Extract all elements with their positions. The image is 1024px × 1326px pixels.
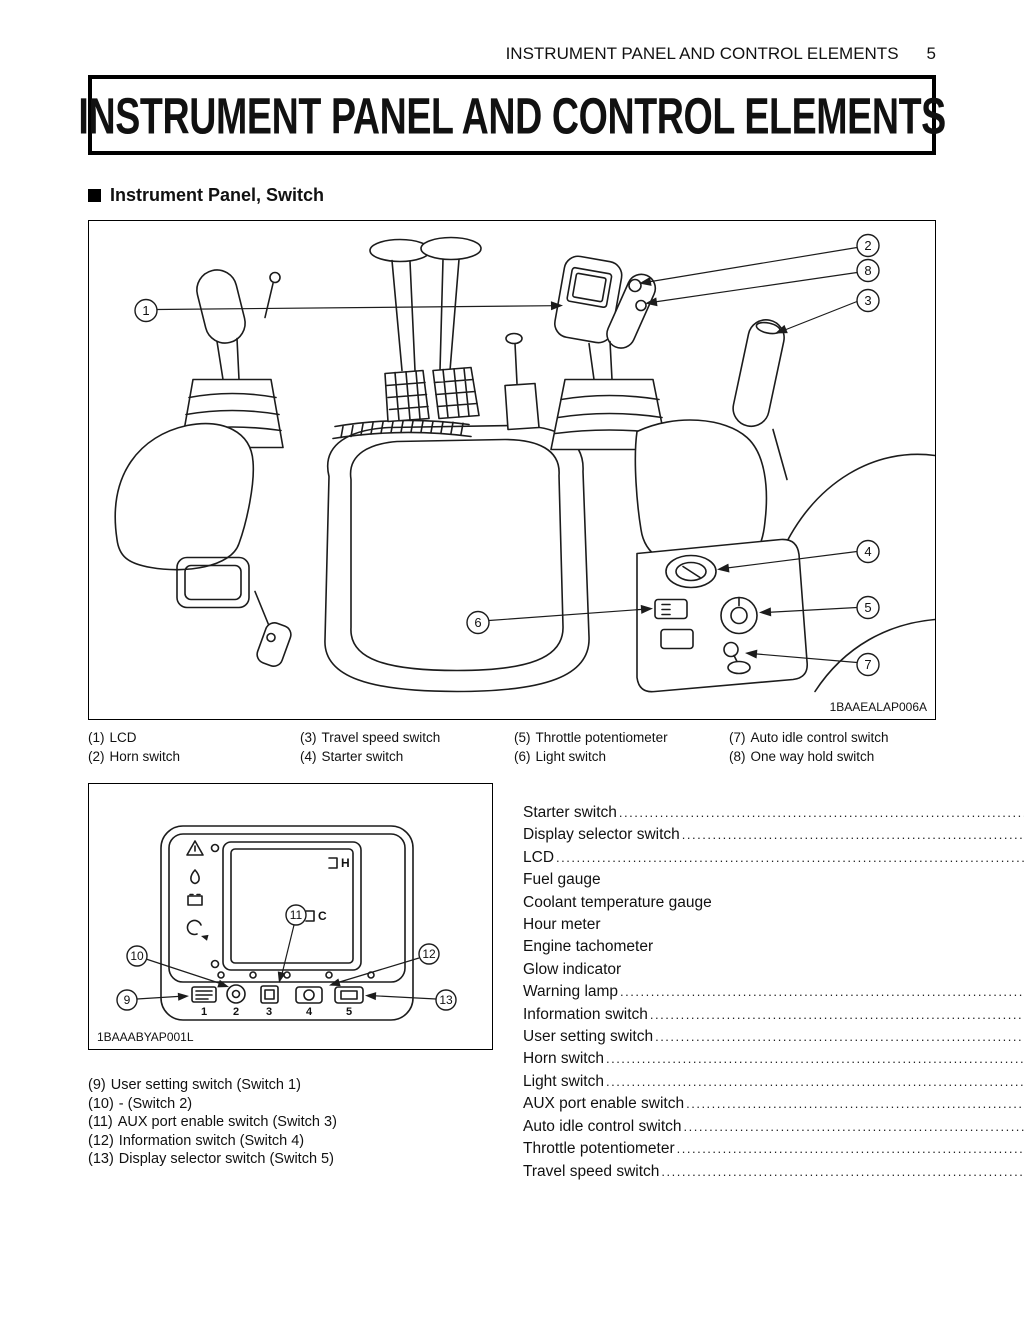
- dot-leader: [655, 1026, 1024, 1048]
- right-console: [637, 539, 807, 691]
- ref-row: [523, 892, 1024, 914]
- legend-label: LCD: [109, 730, 137, 745]
- legend-label: Starter switch: [321, 748, 404, 764]
- light-switch-drawing: [655, 600, 687, 619]
- ref-row: [523, 1004, 1024, 1026]
- legend-column: [514, 729, 729, 766]
- legend-item: [729, 748, 936, 767]
- callout-2-number: 2: [864, 238, 872, 253]
- legend-label: Throttle potentiometer: [535, 730, 668, 745]
- dot-leader: [606, 1048, 1024, 1070]
- legend-column: [88, 729, 300, 766]
- legend-label: Display selector switch (Switch 5): [118, 1151, 334, 1167]
- ref-row: [523, 1138, 1024, 1160]
- figure2-drawing: [89, 784, 492, 1049]
- legend-item: [514, 729, 729, 748]
- legend-label: Travel speed switch: [321, 730, 441, 745]
- legend-number: (5): [514, 730, 531, 745]
- legend-column: [300, 729, 514, 766]
- dot-leader: [556, 847, 1024, 869]
- page-number: 5: [926, 44, 936, 63]
- ref-label: AUX port enable switch: [523, 1095, 685, 1113]
- legend-number: (11): [88, 1114, 113, 1130]
- dot-leader: [661, 1161, 1024, 1183]
- ref-row: [523, 914, 1024, 936]
- switch-row: [192, 985, 363, 1003]
- callout-6-number: 6: [474, 615, 482, 630]
- legend-item: [729, 729, 936, 748]
- switch-3-drawing: [261, 986, 278, 1003]
- control-levers: [370, 238, 481, 371]
- ref-row: [523, 1093, 1024, 1115]
- ref-row: [523, 869, 1024, 891]
- seat-belt-buckle: [255, 592, 294, 669]
- dot-leader: [682, 824, 1024, 846]
- ref-label: Glow indicator: [523, 960, 622, 978]
- ref-label: Information switch: [523, 1005, 648, 1023]
- switch-numbers: [201, 1006, 352, 1018]
- dot-leader: [619, 802, 1024, 824]
- figure1-code: 1BAAEALAP006A: [829, 700, 927, 714]
- ref-label: Light switch: [523, 1072, 604, 1090]
- vent-grille: [333, 420, 471, 438]
- left-armrest: [115, 424, 253, 570]
- ref-row: [523, 1026, 1024, 1048]
- indicator-icons: [187, 841, 209, 941]
- console-body: [325, 426, 589, 692]
- callout-4-number: 4: [864, 544, 872, 559]
- ref-label: LCD: [523, 848, 555, 866]
- figure1: [88, 220, 936, 720]
- figure2-legend: [88, 1076, 493, 1169]
- ref-label: Engine tachometer: [523, 938, 654, 956]
- callout-1-number: 1: [142, 303, 150, 318]
- ref-label: Fuel gauge: [523, 871, 601, 889]
- running-header-title: INSTRUMENT PANEL AND CONTROL ELEMENTS: [505, 44, 899, 63]
- legend-label: Information switch (Switch 4): [118, 1132, 305, 1149]
- ref-row: [523, 1116, 1024, 1138]
- ref-label: Throttle potentiometer: [523, 1140, 675, 1158]
- callout-11-number: 11: [289, 908, 303, 922]
- lower-section: [88, 783, 936, 1183]
- switch-2-drawing: [227, 985, 245, 1003]
- title-box: [78, 75, 946, 155]
- section-square-icon: [88, 189, 101, 202]
- gauge-letters: [318, 856, 350, 923]
- dot-leader: [620, 981, 1024, 1003]
- legend-item: [88, 1076, 493, 1095]
- legend-label: Light switch: [535, 748, 607, 764]
- gauge-letter-hot: H: [341, 856, 350, 870]
- callout-8-number: 8: [864, 263, 872, 278]
- ref-label: Warning lamp: [523, 983, 619, 1001]
- warning-triangle-icon: [187, 841, 203, 855]
- callout-13-number: 13: [439, 993, 453, 1007]
- legend-item: [88, 1113, 493, 1132]
- legend-item: [88, 748, 300, 767]
- callout-10-number: 10: [130, 949, 144, 963]
- left-joystick: [181, 266, 283, 448]
- switch-number-4: 4: [305, 1006, 313, 1018]
- legend-number: (3): [300, 730, 317, 745]
- dot-leader: [650, 1004, 1024, 1026]
- dot-leader: [686, 1093, 1024, 1115]
- dot-leader: [606, 1071, 1024, 1093]
- ref-row: [523, 1071, 1024, 1093]
- legend-item: [300, 729, 514, 748]
- section-heading: [88, 185, 936, 206]
- switch-number-2: 2: [232, 1006, 240, 1018]
- legend-item: [300, 748, 514, 767]
- horn-lever-knob: [270, 273, 280, 283]
- switch-number-5: 5: [345, 1006, 353, 1018]
- figure2: [88, 783, 493, 1050]
- legend-number: (8): [729, 748, 746, 764]
- ref-label: Starter switch: [523, 804, 617, 821]
- ref-label: Coolant temperature gauge: [523, 893, 712, 911]
- legend-label: Horn switch: [109, 748, 181, 764]
- figure1-legend: [88, 729, 936, 766]
- legend-number: (9): [88, 1077, 106, 1093]
- legend-number: (1): [88, 730, 105, 745]
- callout-12-number: 12: [422, 947, 436, 961]
- legend-label: AUX port enable switch (Switch 3): [117, 1114, 337, 1130]
- ref-label: Travel speed switch: [523, 1162, 660, 1180]
- one-way-hold-button: [636, 301, 646, 311]
- legend-item: [88, 1095, 493, 1114]
- legend-number: (10): [88, 1095, 114, 1112]
- reference-list: [523, 783, 1024, 1183]
- legend-column: [729, 729, 936, 766]
- ref-label: Hour meter: [523, 916, 601, 934]
- page-title: INSTRUMENT PANEL AND CONTROL ELEMENTS: [78, 86, 946, 144]
- callout-5-number: 5: [864, 600, 872, 615]
- oil-drop-icon: [191, 870, 199, 884]
- legend-number: (2): [88, 748, 105, 764]
- legend-label: - (Switch 2): [118, 1095, 193, 1112]
- figure1-drawing: [89, 221, 935, 719]
- ref-list-header: [523, 783, 1024, 801]
- pedals: [385, 334, 539, 430]
- legend-label: Auto idle control switch: [750, 730, 889, 745]
- ref-row: [523, 824, 1024, 846]
- switch-number-3: 3: [265, 1006, 273, 1018]
- lower-left-column: [88, 783, 493, 1169]
- callout-7-number: 7: [864, 657, 872, 672]
- regen-arrows-icon: [187, 920, 201, 934]
- ref-row: [523, 1161, 1024, 1183]
- running-header: [88, 0, 936, 64]
- ref-label: Auto idle control switch: [523, 1117, 682, 1135]
- ref-row: [523, 847, 1024, 869]
- dot-leader: [677, 1138, 1024, 1160]
- ref-row: [523, 802, 1024, 824]
- legend-number: (7): [729, 730, 746, 745]
- legend-number: (6): [514, 748, 531, 764]
- dot-leader: [684, 1116, 1024, 1138]
- figure2-code: 1BAAABYAP001L: [97, 1030, 194, 1044]
- auto-idle-switch-drawing: [724, 643, 738, 657]
- ref-label: Horn switch: [523, 1050, 604, 1068]
- legend-number: (12): [88, 1132, 114, 1149]
- ref-row: [523, 936, 1024, 958]
- section-title: Instrument Panel, Switch: [110, 185, 325, 205]
- ref-label: Display selector switch: [523, 826, 680, 844]
- legend-label: One way hold switch: [750, 748, 875, 764]
- legend-label: User setting switch (Switch 1): [110, 1077, 301, 1093]
- legend-number: (4): [300, 748, 317, 764]
- legend-item: [88, 1132, 493, 1151]
- legend-item: [88, 729, 300, 748]
- ref-label: User setting switch: [523, 1028, 654, 1046]
- ref-row: [523, 981, 1024, 1003]
- ref-row: [523, 1048, 1024, 1070]
- switch-number-1: 1: [200, 1006, 208, 1018]
- ref-row: [523, 959, 1024, 981]
- glow-plug-icon: [188, 896, 202, 905]
- callout-9-number: 9: [123, 993, 131, 1007]
- switch-5-drawing: [335, 987, 363, 1003]
- legend-item: [88, 1150, 493, 1169]
- callout-3-number: 3: [864, 293, 872, 308]
- legend-number: (13): [88, 1151, 114, 1167]
- horn-button: [629, 280, 641, 292]
- legend-item: [514, 748, 729, 767]
- gauge-letter-cold: C: [318, 909, 327, 923]
